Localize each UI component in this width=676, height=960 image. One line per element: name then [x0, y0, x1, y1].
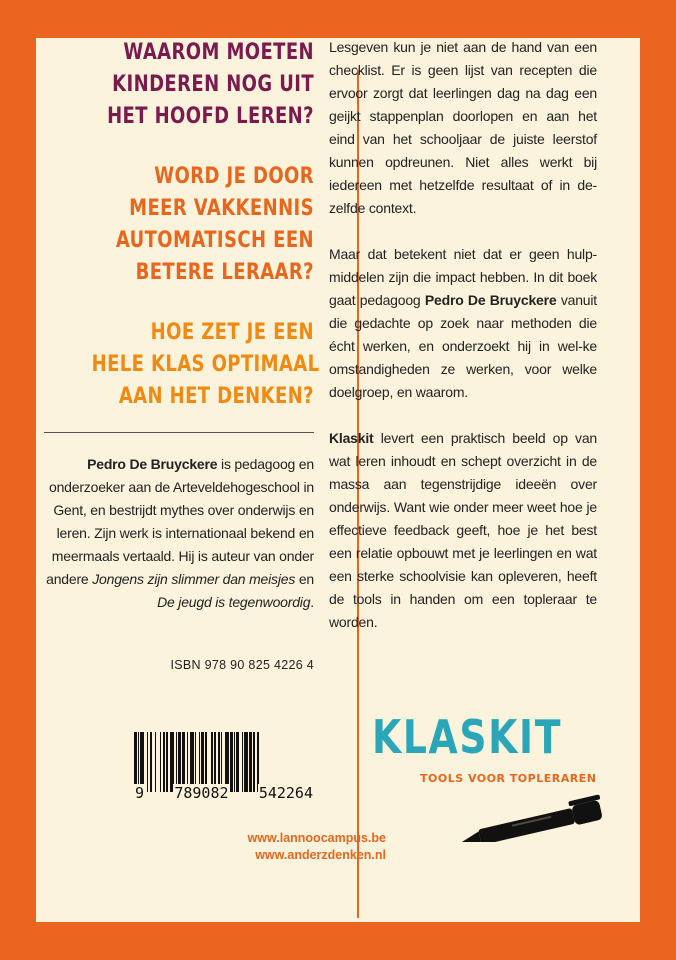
paragraph-1: Lesgeven kun je niet aan de hand van een checklist. Er is geen lijst van recepten die ervoor zorgt dat leerlingen dag na dag een geijkt stappenplan doorlopen en aan het eind van het schooljaar de juiste leerstof kunnen opdreunen. Niet alles werkt bij iedereen met hetzelfde resultaat of in de-zelfde context. [329, 39, 597, 216]
isbn: ISBN 978 90 825 4226 4 [170, 658, 314, 672]
question-1: WAAROM MOETEN KINDEREN NOG UIT HET HOOFD LEREN? [107, 39, 314, 129]
paragraph-3: Klaskit levert een praktisch beeld op van wat leren inhoudt en schept overzicht in de massa aan tegenstrijdige ideeën over onderwijs. Want wie onder meer weet hoe je effectieve feedback geeft, hoe je het best een relatie opbouwt met je leerlingen en wat een sterke schoolvisie kan opleveren, heeft de tools in handen om een topleraar te worden. [329, 430, 597, 630]
websites [248, 830, 386, 864]
barcode-digits: 9 789082 542264 [135, 784, 313, 802]
logo-tagline: TOOLS VOOR TOPLERAREN [420, 772, 597, 785]
barcode-bars [134, 732, 314, 792]
website-link-1[interactable]: www.lannoocampus.be [247, 831, 386, 845]
barcode [134, 732, 314, 820]
paragraph-2: Maar dat betekent niet dat er geen hulp-middelen zijn die impact hebben. In dit boek gaat pedagoog Pedro De Bruyckere vanuit die gedachte op zoek naar methoden die écht werken, en onderzoekt hij in wel-ke omstandigheden ze werken, voor welke doelgroep, en waarom. [329, 246, 597, 400]
horizontal-rule [44, 432, 314, 433]
klaskit-logo: KLASKIT [372, 710, 563, 764]
question-3: HOE ZET JE EEN HELE KLAS OPTIMAAL AAN HET DENKEN? [91, 319, 320, 409]
author-bio: Pedro De Bruyckere is pedagoog en onderzoeker aan de Arteveldehogeschool in Gent, en bestrijdt mythes over onderwijs en leren. Zijn werk is internationaal bekend en meermaals vertaald. Hij is auteur van onder andere Jongens zijn slimmer dan meisjes en De jeugd is tegenwoordig. [46, 456, 314, 610]
book-title-1: Jongens zijn slimmer dan meisjes [92, 571, 296, 587]
right-column [329, 36, 597, 657]
book-title-2: De jeugd is tegenwoordig [157, 594, 311, 610]
pen-icon [452, 786, 612, 842]
question-2: WORD JE DOOR MEER VAKKENNIS AUTOMATISCH EEN BETERE LERAAR? [115, 163, 314, 285]
author-name: Pedro De Bruyckere [87, 456, 218, 472]
website-link-2[interactable]: www.anderzdenken.nl [255, 848, 386, 862]
left-column [36, 36, 320, 672]
